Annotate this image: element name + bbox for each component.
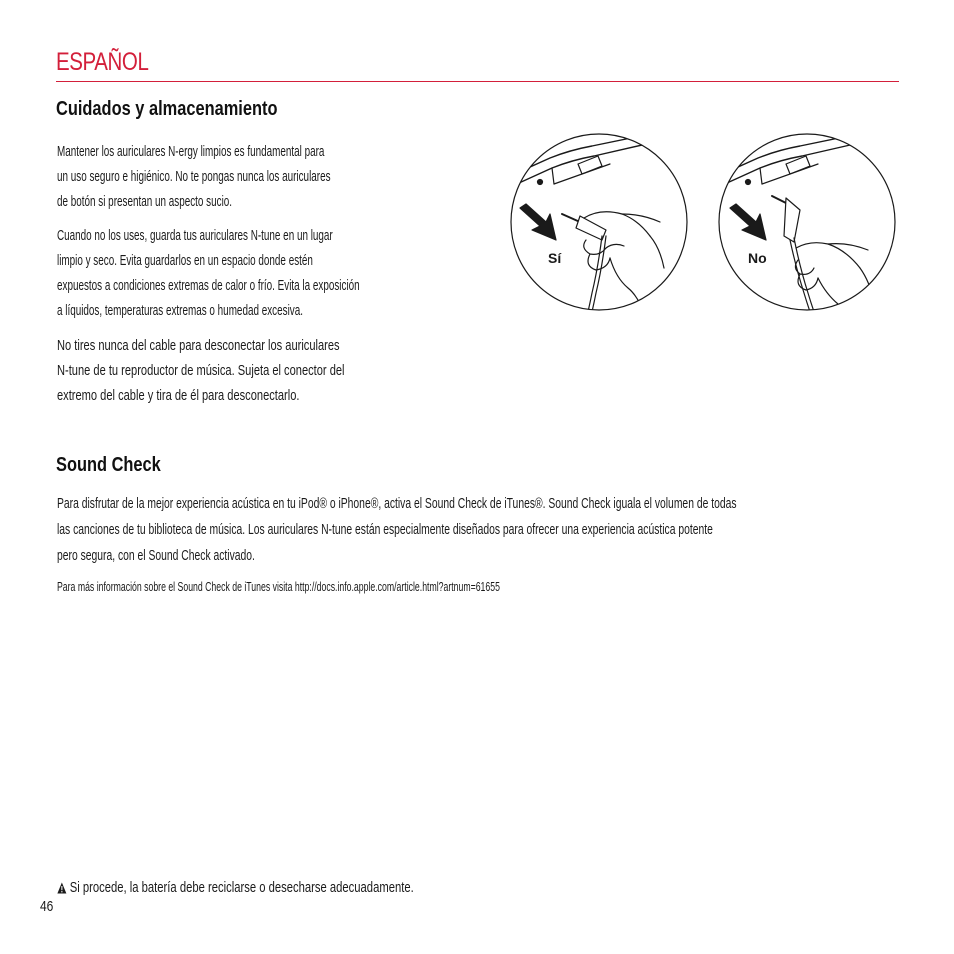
text-line: limpio y seco. Evita guardarlos en un espacio donde estén [57, 252, 313, 269]
sound-check-more-info [57, 578, 500, 596]
text-line: Mantener los auriculares N-ergy limpios es fundamental para [57, 143, 325, 160]
sound-check-paragraph [57, 491, 737, 569]
text-line: No tires nunca del cable para desconectar los auriculares [57, 337, 340, 354]
text-line: extremo del cable y tira de él para desconectarlo. [57, 387, 300, 404]
sound-check-title: Sound Check [56, 454, 161, 476]
no-label: No [748, 250, 767, 266]
text-line: las canciones de tu biblioteca de música. Los auriculares N-tune están especialmente diseñados para ofrecer una experiencia acústica potente [57, 521, 713, 538]
care-paragraph-1 [57, 139, 331, 214]
text-line: N-tune de tu reproductor de música. Sujeta el conector del [57, 362, 345, 379]
header-rule [56, 81, 899, 82]
yes-label: Sí [548, 250, 562, 266]
correct-unplug-figure [510, 132, 687, 324]
care-paragraph-3 [57, 333, 345, 408]
arrow-down-right-icon [520, 204, 556, 240]
text-line: expuestos a condiciones extremas de calor o frío. Evita la exposición [57, 277, 360, 294]
unplug-illustration [510, 118, 910, 324]
text-line: Para más información sobre el Sound Check de iTunes visita http://docs.info.apple.com/article.html?artnum=61655 [57, 579, 500, 594]
text-line: a líquidos, temperaturas extremas o humedad excesiva. [57, 302, 303, 319]
text-line: pero segura, con el Sound Check activado. [57, 547, 255, 564]
arrow-down-right-icon [730, 204, 766, 240]
incorrect-unplug-figure [716, 132, 895, 324]
warning-triangle-icon [57, 882, 67, 894]
text-line: Para disfrutar de la mejor experiencia acústica en tu iPod® o iPhone®, activa el Sound Check de iTunes®. Sound Check iguala el volumen de todas [57, 495, 737, 512]
care-section-title: Cuidados y almacenamiento [56, 98, 278, 120]
page-number: 46 [40, 898, 54, 915]
language-title: ESPAÑOL [56, 48, 149, 76]
text-line: un uso seguro e higiénico. No te pongas nunca los auriculares [57, 168, 331, 185]
battery-note [57, 878, 414, 898]
battery-note-text: Si procede, la batería debe reciclarse o desecharse adecuadamente. [69, 879, 414, 896]
care-paragraph-2 [57, 223, 360, 323]
text-line: Cuando no los uses, guarda tus auriculares N-tune en un lugar [57, 227, 333, 244]
text-line: de botón si presentan un aspecto sucio. [57, 193, 233, 210]
